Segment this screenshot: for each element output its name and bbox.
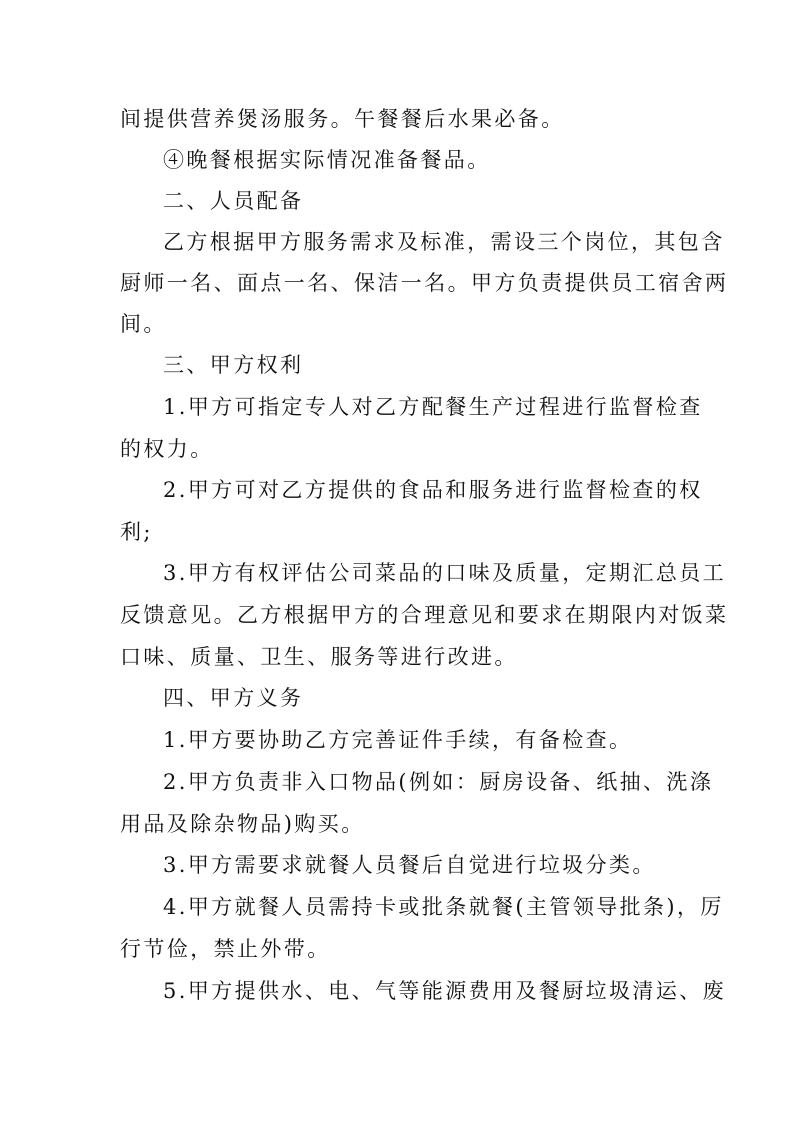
text-line: 2.甲方负责非入口物品(例如：厨房设备、纸抽、洗涤 xyxy=(163,770,714,794)
text-line: 行节俭，禁止外带。 xyxy=(120,937,331,961)
text-line: 2.甲方可对乙方提供的食品和服务进行监督检查的权 xyxy=(163,478,703,502)
text-line: 的权力。 xyxy=(120,437,214,461)
section-heading: 二、人员配备 xyxy=(163,189,304,213)
text-line: 反馈意见。乙方根据甲方的合理意见和要求在期限内对饭菜 xyxy=(120,603,729,627)
text-line: 3.甲方有权评估公司菜品的口味及质量，定期汇总员工 xyxy=(163,561,727,585)
text-line: 1.甲方要协助乙方完善证件手续，有备检查。 xyxy=(163,728,633,752)
section-heading: 四、甲方义务 xyxy=(163,686,304,710)
text-line: ④晚餐根据实际情况准备餐品。 xyxy=(163,148,491,172)
text-line: 3.甲方需要求就餐人员餐后自觉进行垃圾分类。 xyxy=(163,853,656,877)
text-line: 乙方根据甲方服务需求及标准，需设三个岗位，其包含 xyxy=(163,230,725,254)
text-line: 厨师一名、面点一名、保洁一名。甲方负责提供员工宿舍两 xyxy=(120,271,729,295)
text-line: 用品及除杂物品)购买。 xyxy=(120,812,365,836)
text-line: 间。 xyxy=(120,312,167,336)
text-line: 4.甲方就餐人员需持卡或批条就餐(主管领导批条)，厉 xyxy=(163,895,724,919)
text-line: 间提供营养煲汤服务。午餐餐后水果必备。 xyxy=(120,107,565,131)
text-line: 5.甲方提供水、电、气等能源费用及餐厨垃圾清运、废 xyxy=(163,979,727,1003)
text-line: 口味、质量、卫生、服务等进行改进。 xyxy=(120,645,518,669)
text-line: 1.甲方可指定专人对乙方配餐生产过程进行监督检查 xyxy=(163,395,703,419)
section-heading: 三、甲方权利 xyxy=(163,353,304,377)
text-line: 利; xyxy=(120,520,153,544)
